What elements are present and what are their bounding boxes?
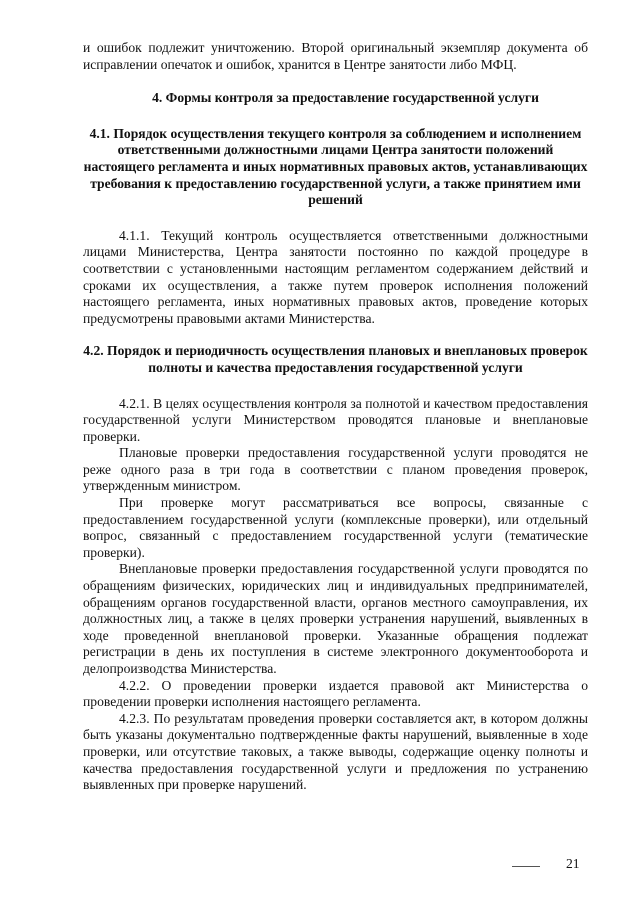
footer-rule [512,866,540,867]
paragraph-4-1-1: 4.1.1. Текущий контроль осуществляется ответственными должностными лицами Министерства, Центра занятости постоянно по каждой процедуре в соответствии с установленными настоящим регламентом содержанием действий и сроками их осуществления, а также путем проверок исполнения положений настоящего регламента, иных нормативных правовых актов, проведение которых предусмотрены правовыми актами Министерства. [83,227,588,326]
section-title: 4. Формы контроля за предоставление государственной услуги [152,90,539,106]
paragraph-unplanned-checks: Внеплановые проверки предоставления государственной услуги проводятся по обращениям физических, юридических лиц и индивидуальных предпринимателей, обращениям органов государственной власти, органов местного самоуправления, их должностных лиц, а также в целях проверки устранения нарушений, выявленных в ходе проведенной внеплановой проверки. Указанные обращения подлежат регистрации в день их поступления в системе электронного документооборота и делопроизводства Министерства. [83,561,588,676]
paragraph-4-2-3: 4.2.3. По результатам проведения проверки составляется акт, в котором должны быть указаны документально подтвержденные факты нарушений, выявленные в ходе проверки, или отсутствие таковых, а также выводы, содержащие оценку полноты и качества предоставления государственной услуги и предложения по устранению выявленных при проверке нарушений. [83,710,588,793]
paragraph-4-2-2: 4.2.2. О проведении проверки издается правовой акт Министерства о проведении проверки исполнения настоящего регламента. [83,677,588,710]
intro-paragraph: и ошибок подлежит уничтожению. Второй оригинальный экземпляр документа об исправлении опечаток и ошибок, хранится в Центре занятости либо МФЦ. [83,40,588,72]
page-content [83,40,588,794]
paragraph-check-scope: При проверке могут рассматриваться все вопросы, связанные с предоставлением государственной услуги (комплексные проверки), или отдельный вопрос, связанный с предоставлением государственной услуги (тематические проверки). [83,495,588,560]
subsection-4-1-title: 4.1. Порядок осуществления текущего контроля за соблюдением и исполнением ответственными должностными лицами Центра занятости положений настоящего регламента и иных нормативных правовых актов, устанавливающих требования к предоставлению государственной услуги, а также принятием ими решений [83,125,588,208]
paragraph-planned-checks: Плановые проверки предоставления государственной услуги проводятся не реже одного раза в три года в соответствии с планом проведения проверок, утвержденным министром. [83,445,588,494]
subsection-4-2-title: 4.2. Порядок и периодичность осуществления плановых и внеплановых проверок полноты и качества предоставления государственной услуги [83,343,588,375]
spacer [83,327,588,343]
paragraph-4-2-1: 4.2.1. В целях осуществления контроля за полнотой и качеством предоставления государственной услуги Министерством проводятся плановые и внеплановые проверки. [83,395,588,444]
page-number: 21 [566,856,580,871]
